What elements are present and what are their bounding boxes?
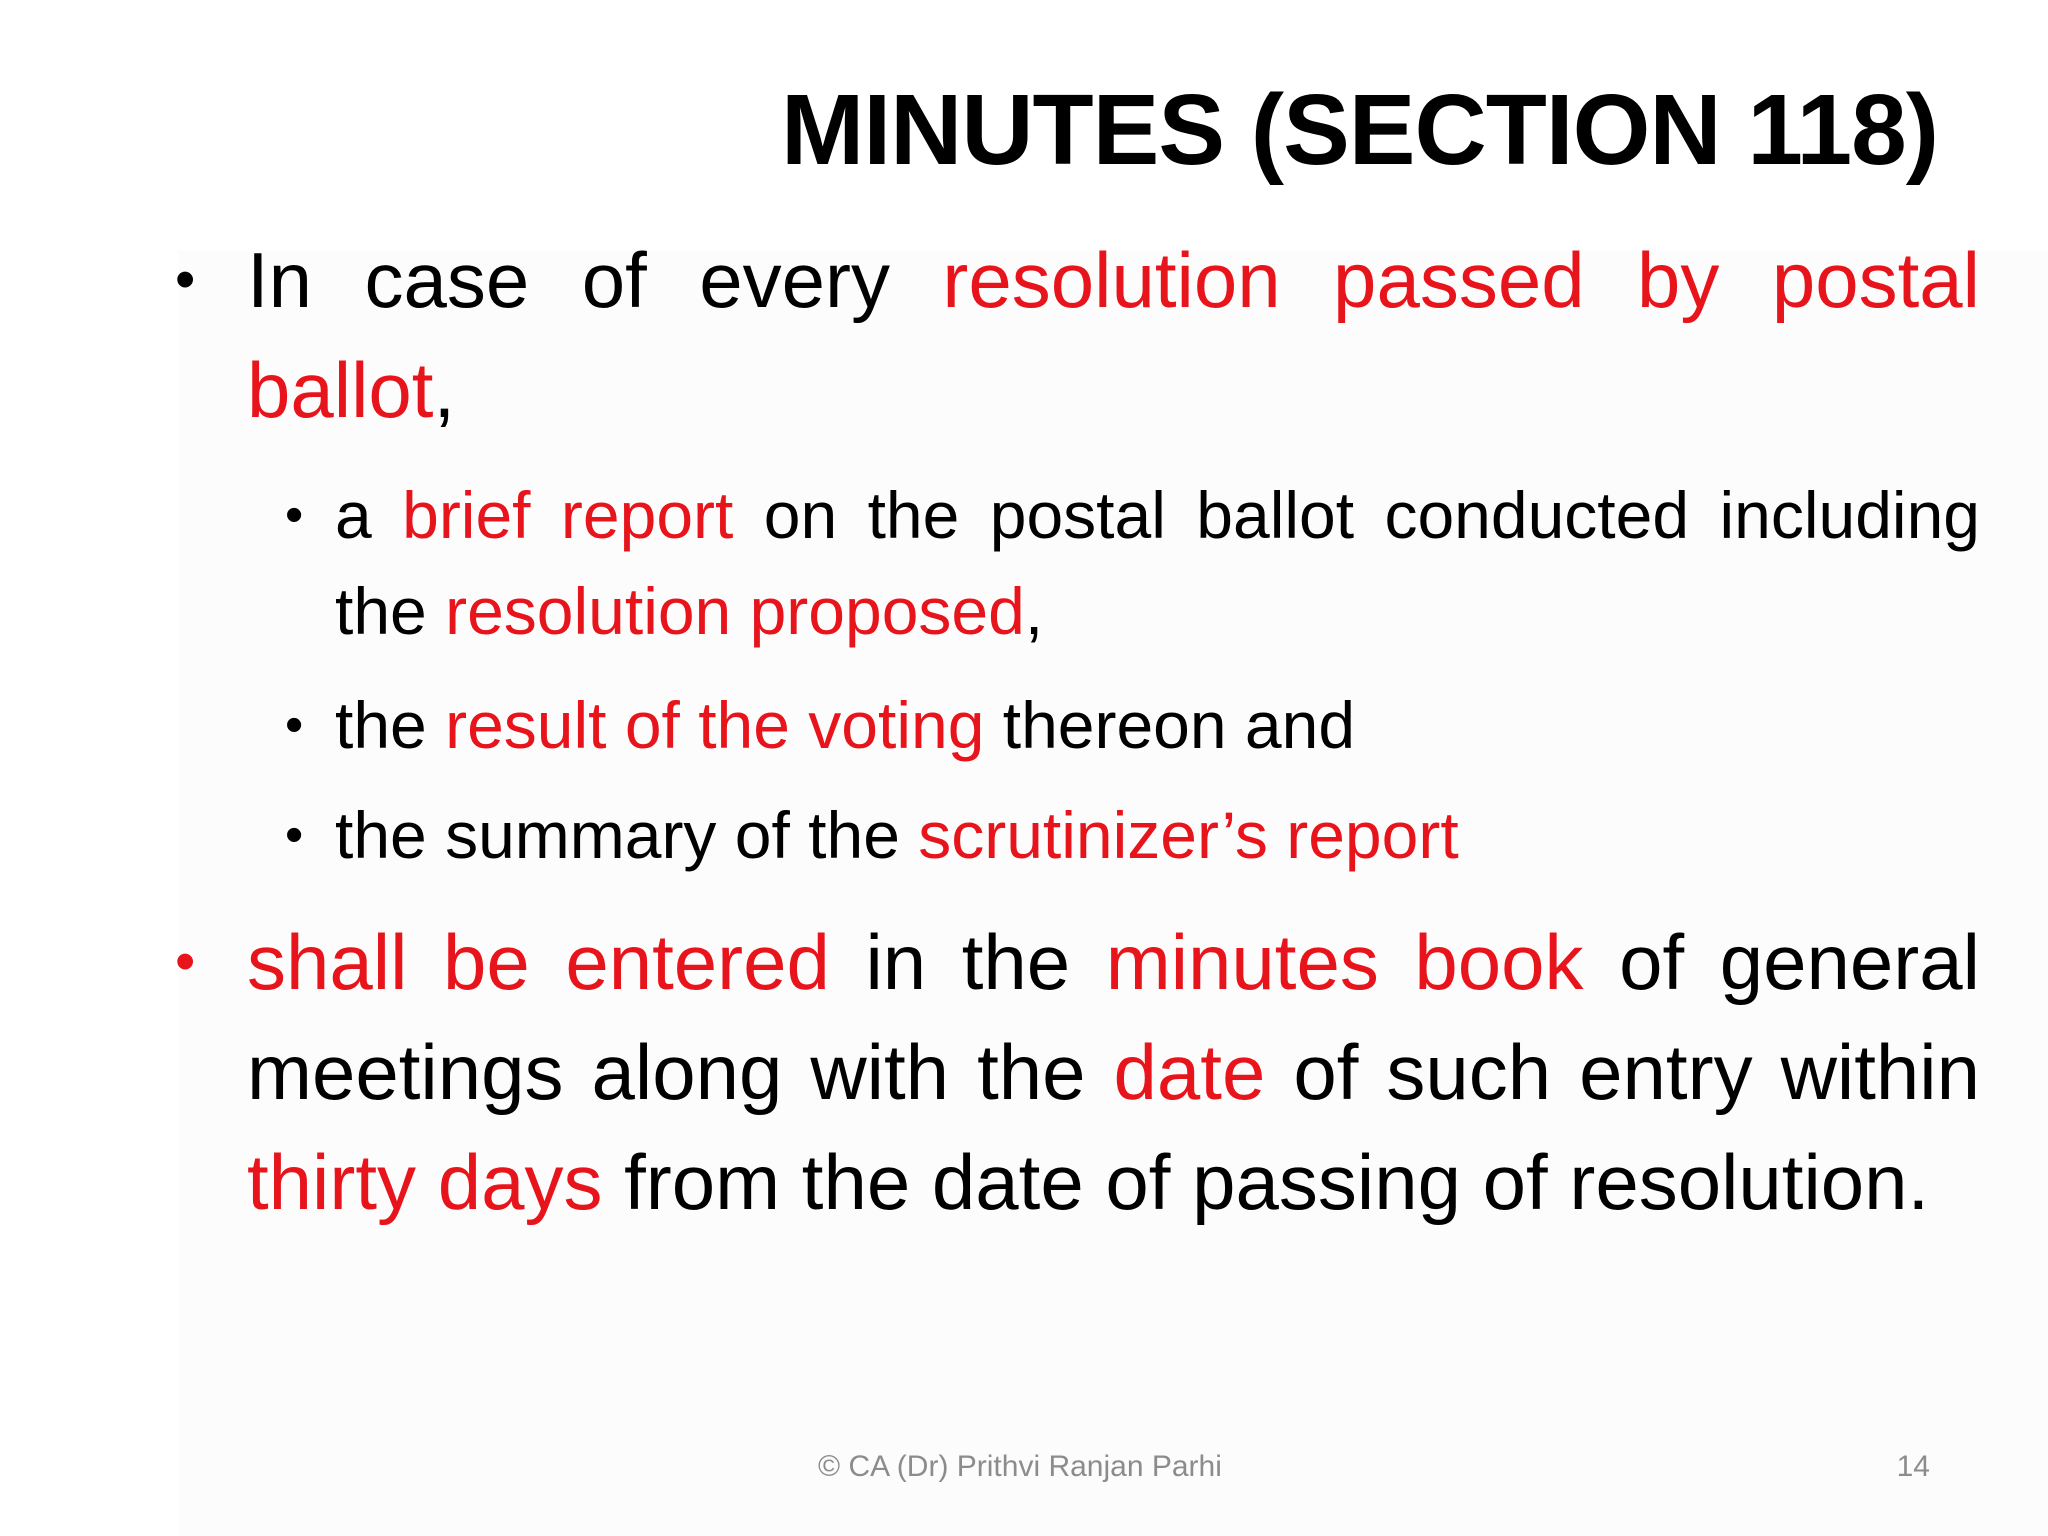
bullet-highlight: minutes book [1105,918,1584,1006]
sub-bullet-result-of-voting [175,677,1980,773]
bullet-text: , [1024,574,1044,648]
bullet-item-postal-ballot [175,225,1980,445]
bullet-highlight: date [1113,1028,1266,1116]
bullet-text: in the [829,918,1106,1006]
slide-footer-copyright: © CA (Dr) Prithvi Ranjan Parhi [818,1450,1222,1483]
slide-title: MINUTES (SECTION 118) [781,74,1938,186]
bullet-text: In case of every [247,236,943,324]
bullet-highlight: resolution proposed [445,574,1025,648]
bullet-text: of such entry within [1265,1028,1980,1116]
bullet-icon: • [285,696,304,754]
bullet-text: of general meetings along with the [247,918,1980,1116]
slide-content [175,225,1980,1237]
bullet-text: , [433,346,456,434]
bullet-icon: • [285,486,304,544]
bullet-icon: • [175,929,196,994]
bullet-highlight: shall be entered [247,918,830,1006]
bullet-icon: • [285,806,304,864]
bullet-text: from the date of passing of resolution. [602,1138,1930,1226]
bullet-highlight: scrutinizer’s report [918,798,1459,872]
bullet-item-minutes-book [175,907,1980,1237]
sub-bullet-brief-report [175,467,1980,659]
bullet-text: thereon and [984,688,1356,762]
bullet-text: the summary of the [335,798,919,872]
bullet-highlight: brief report [402,478,734,552]
bullet-text: a [335,478,403,552]
slide-page-number: 14 [1896,1450,1930,1483]
bullet-highlight: thirty days [247,1138,603,1226]
bullet-highlight: result of the voting [445,688,985,762]
bullet-text: the [335,688,446,762]
bullet-icon: • [175,247,196,312]
bullet-text: on the postal ballot conducted including the [335,478,1980,648]
bullet-highlight: resolution passed by postal ballot [247,236,1980,434]
sub-bullet-scrutinizer-report [175,787,1980,883]
